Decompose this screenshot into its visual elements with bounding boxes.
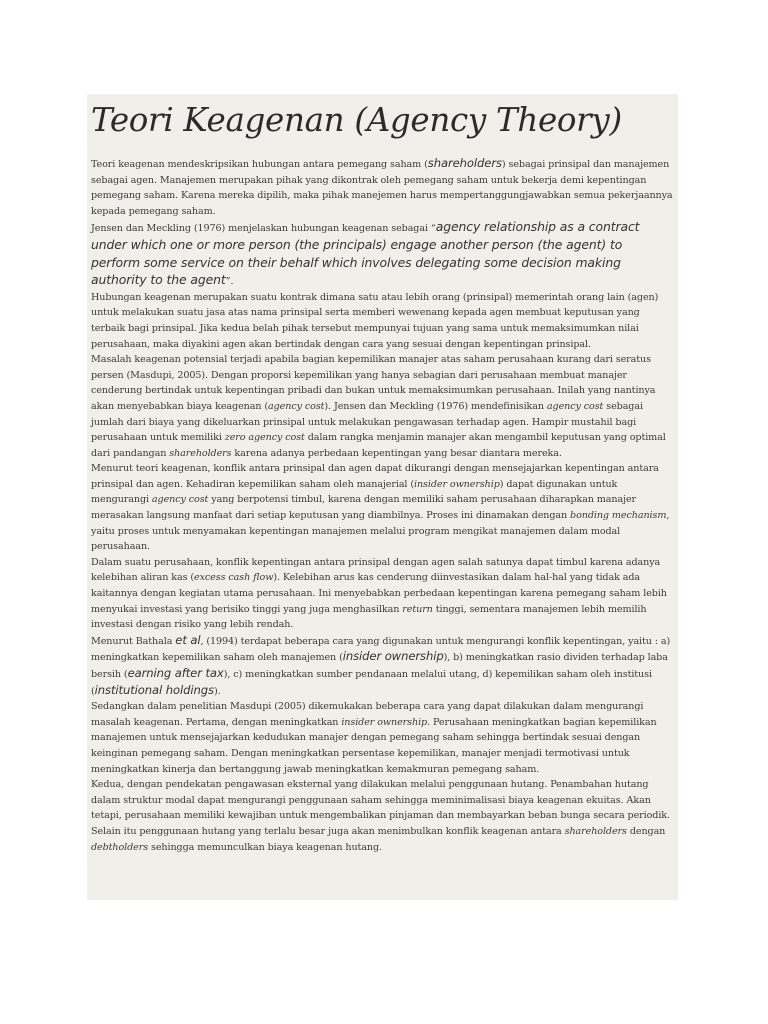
paragraph-text: sebagai jumlah dari biaya yang dikeluarkan prinsipal untuk melakukan pengawasan terhadap agen. Hampir mustahil bagi perusahaan untuk memiliki <box>91 400 643 444</box>
paragraph-text: , yaitu proses untuk menyamakan kepentingan manajemen melalui program mengikat manajemen dalam modal perusahaan. <box>91 510 670 553</box>
italic-term: return <box>402 603 433 615</box>
italic-term: insider ownership <box>341 716 428 728</box>
paragraph-text: ”. <box>225 276 234 288</box>
paragraph <box>91 352 675 461</box>
paragraph-text: ). Jensen dan Meckling (1976) mendefinisikan <box>324 400 547 412</box>
italic-term: debtholders <box>91 841 149 853</box>
paragraph-text: sehingga memunculkan biaya keagenan hutang. <box>148 841 382 853</box>
italic-term: shareholders <box>169 447 232 459</box>
paragraph-text: ), b) meningkatkan rasio dividen terhadap laba bersih ( <box>91 652 668 680</box>
italic-term: agency cost <box>151 494 209 506</box>
paragraph <box>91 777 675 855</box>
paragraph <box>91 156 675 219</box>
italic-term: insider ownership <box>414 478 500 490</box>
paragraph-text: ), c) meningkatkan sumber pendanaan melalui utang, d) kepemilikan saham oleh institusi ( <box>91 669 652 697</box>
italic-term: bonding mechanism <box>570 510 667 522</box>
italic-term: excess cash flow <box>194 572 274 584</box>
italic-term: zero agency cost <box>224 432 305 444</box>
paragraph <box>91 699 675 777</box>
paragraph-text: ) dapat digunakan untuk mengurangi <box>91 478 618 506</box>
paragraph-text: Masalah keagenan potensial terjadi apabila bagian kepemilikan manajer atas saham perusahaan kurang dari seratus persen (Masdupi, 2005). Dengan proporsi kepemilikan yang hanya sebagian dari perusahaan membuat manajer cenderung bertindak untuk kepentingan pribadi dan bukan untuk memaksimumkan perusahaan. Inilah yang nantinya akan menyebabkan biaya keagenan ( <box>91 354 656 412</box>
paragraph-text: dalam rangka menjamin manajer akan mengambil keputusan yang optimal dari pandangan <box>91 432 666 459</box>
paragraph <box>91 219 675 289</box>
paragraph-text: Kedua, dengan pendekatan pengawasan eksternal yang dilakukan melalui penggunaan hutang. Penambahan hutang dalam struktur modal dapat mengurangi penggunaan saham sehingga meminimalisasi biaya keagenan ekuitas. Akan tetapi, perusahaan memiliki kewajiban untuk mengembalikan pinjaman dan membayarkan beban bunga secara periodik. Selain itu penggunaan hutang yang terlalu besar juga akan menimbulkan konflik keagenan antara <box>91 779 670 837</box>
paragraph <box>91 290 675 352</box>
paragraph-text: yang berpotensi timbul, karena dengan memiliki saham perusahaan diharapkan manajer merasakan langsung manfaat dari setiap keputusan yang diambilnya. Proses ini dinamakan dengan <box>91 494 637 522</box>
italic-term: agency cost <box>546 400 604 412</box>
paragraph-text: Dalam suatu perusahaan, konflik kepentingan antara prinsipal dengan agen salah satunya dapat timbul karena adanya kelebihan aliran kas ( <box>91 556 661 584</box>
paragraph-text: ). <box>213 685 221 697</box>
paragraph-text: dengan <box>626 825 666 837</box>
emphasis-term: institutional holdings <box>94 682 214 697</box>
paragraph-text: Teori keagenan mendeskripsikan hubungan antara pemegang saham ( <box>91 159 428 170</box>
paragraph-text: karena adanya perbedaan kepentingan yang besar diantara mereka. <box>231 447 562 459</box>
paragraph-text: Sedangkan dalam penelitian Masdupi (2005) dikemukakan beberapa cara yang dapat dilakukan dalam mengurangi masalah keagenan. Pertama, dengan meningkatkan <box>91 701 644 728</box>
paragraph-text: Menurut teori keagenan, konflik antara prinsipal dan agen dapat dikurangi dengan mensejajarkan kepentingan antara prinsipal dan agen. Kehadiran kepemilikan saham oleh manajerial ( <box>91 463 659 490</box>
paragraph-text: ) sebagai prinsipal dan manajemen sebagai agen. Manajemen merupakan pihak yang dikontrak oleh pemegang saham untuk bekerja demi kepentingan pemegang saham. Karena mereka dipilih, maka pihak manejemen harus mempertanggungjawabkan semua pekerjaannya kepada pemegang saham. <box>91 159 673 217</box>
emphasis-term: earning after tax <box>127 666 224 680</box>
emphasis-term: et al <box>175 632 201 647</box>
document-page <box>87 94 678 900</box>
paragraph-text: Hubungan keagenan merupakan suatu kontrak dimana satu atau lebih orang (prinsipal) memerintah orang lain (agen) untuk melakukan suatu jasa atas nama prinsipal serta memberi wewenang kepada agen membuat keputusan yang terbaik bagi prinsipal. Jika kedua belah pihak tersebut mempunyai tujuan yang sama untuk memaksimumkan nilai perusahaan, maka diyakini agen akan bertindak dengan cara yang sesuai dengan kepentingan prinsipal. <box>91 291 659 350</box>
document-body <box>91 156 675 855</box>
paragraph-text: , (1994) terdapat beberapa cara yang digunakan untuk mengurangi konflik kepentingan, yaitu : a) meningkatkan kepemilikan saham oleh manajemen ( <box>91 635 671 664</box>
italic-term: agency cost <box>268 400 325 412</box>
paragraph-text: Jensen dan Meckling (1976) menjelaskan hubungan keagenan sebagai “ <box>91 223 436 235</box>
paragraph <box>91 461 675 555</box>
emphasis-term: agency relationship as a contract under which one or more person (the principals) engage another person (the agent) to perform some service on their behalf which involves delegating some decision making authority to the agent <box>91 219 640 288</box>
document-title: Teori Keagenan (Agency Theory) <box>91 101 622 139</box>
paragraph-text: Menurut Bathala <box>91 635 176 647</box>
paragraph-text: . Perusahaan meningkatkan bagian kepemilikan manajemen untuk mensejajarkan kedudukan manajer dengan pemegang saham sehingga bertindak sesuai dengan keinginan pemegang saham. Dengan meningkatkan persentase kepemilikan, manajer menjadi termotivasi untuk meningkatkan kinerja dan bertanggung jawab meningkatkan kemakmuran pemegang saham. <box>91 716 657 775</box>
emphasis-term: insider ownership <box>342 649 444 664</box>
paragraph <box>91 633 675 699</box>
emphasis-term: shareholders <box>427 156 502 170</box>
paragraph-text: ). Kelebihan arus kas cenderung diinvestasikan dalam hal-hal yang tidak ada kaitannya dengan kegiatan utama perusahaan. Ini menyebabkan perbedaan kepentingan karena pemegang saham lebih menyukai investasi yang berisiko tinggi yang juga menghasilkan <box>91 572 667 615</box>
paragraph <box>91 555 675 633</box>
paragraph-text: tinggi, sementara manajemen lebih memilih investasi dengan risiko yang lebih rendah. <box>91 603 647 631</box>
italic-term: shareholders <box>564 825 627 837</box>
